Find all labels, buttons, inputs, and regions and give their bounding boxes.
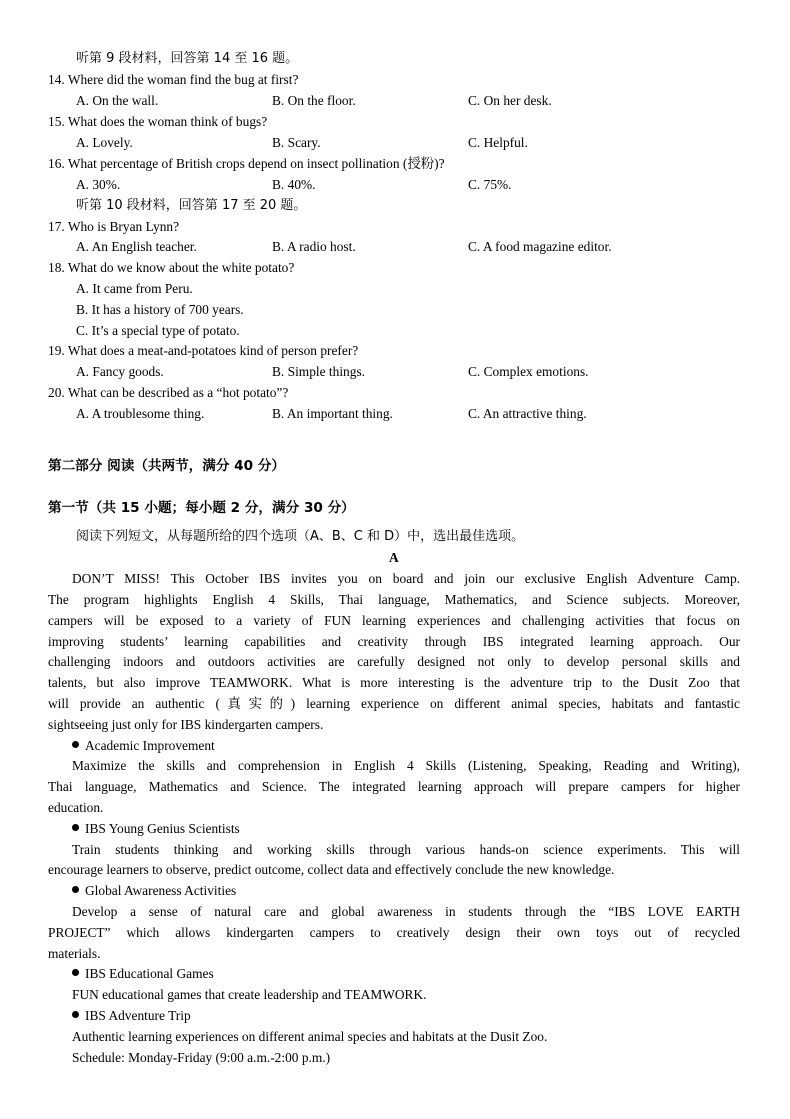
question-16-option-a: A. 30%.	[76, 177, 121, 192]
schedule-line: Schedule: Monday-Friday (9:00 a.m.-2:00 p.m.)	[72, 1050, 331, 1065]
question-20-option-a: A. A troublesome thing.	[76, 406, 205, 421]
passage-line: The program highlights English 4 Skills, Thai language, Mathematics, and Science subjects. Moreover,	[48, 592, 740, 607]
question-14-option-c: C. On her desk.	[468, 93, 552, 108]
question-16-stem: 16. What percentage of British crops depend on insect pollination (授粉)?	[48, 156, 445, 171]
section1-heading: 第一节（共 15 小题；每小题 2 分，满分 30 分）	[48, 500, 355, 516]
question-18-stem: 18. What do we know about the white potato?	[48, 260, 295, 275]
passage-line: improving students’ learning capabilities and creativity through IBS integrated learning approach. Our	[48, 634, 740, 649]
question-17-option-a: A. An English teacher.	[76, 239, 197, 254]
question-18-option-b: B. It has a history of 700 years.	[76, 302, 244, 317]
bullet-title: IBS Young Genius Scientists	[85, 821, 240, 836]
passage-letter: A	[389, 550, 399, 565]
bullet-educational-games	[72, 965, 214, 983]
bullet-title: IBS Educational Games	[85, 966, 214, 981]
passage-line: sightseeing just only for IBS kindergarten campers.	[48, 717, 324, 732]
question-18-option-a: A. It came from Peru.	[76, 281, 193, 296]
bullet-dot-icon	[72, 886, 79, 893]
question-19-stem: 19. What does a meat-and-potatoes kind of person prefer?	[48, 343, 359, 358]
passage-line: challenging indoors and outdoors activities are carefully designed not only to develop personal skills and	[48, 654, 740, 669]
passage-line: Authentic learning experiences on different animal species and habitats at the Dusit Zoo.	[72, 1029, 548, 1044]
question-20-option-b: B. An important thing.	[272, 406, 393, 421]
bullet-title: Global Awareness Activities	[85, 883, 237, 898]
question-19-option-a: A. Fancy goods.	[76, 364, 164, 379]
passage-line: Maximize the skills and comprehension in English 4 Skills (Listening, Speaking, Reading and Writing),	[72, 758, 740, 773]
bullet-dot-icon	[72, 1011, 79, 1018]
passage-line: Train students thinking and working skills through various hands-on science experiments. This will	[72, 842, 740, 857]
listening-intro-9: 听第 9 段材料，回答第 14 至 16 题。	[76, 51, 299, 66]
question-15-option-c: C. Helpful.	[468, 135, 528, 150]
question-17-option-c: C. A food magazine editor.	[468, 239, 612, 254]
reading-instruction: 阅读下列短文，从每题所给的四个选项（A、B、C 和 D）中，选出最佳选项。	[76, 529, 525, 544]
question-20-option-c: C. An attractive thing.	[468, 406, 587, 421]
passage-line: will provide an authentic (真实的) learning experience on different animal species, habitats and fantastic	[48, 696, 740, 711]
passage-line: DON’T MISS! This October IBS invites you on board and join our exclusive English Adventure Camp.	[72, 571, 740, 586]
bullet-young-genius-scientists	[72, 820, 240, 838]
question-14-option-b: B. On the floor.	[272, 93, 356, 108]
passage-line: materials.	[48, 946, 101, 961]
bullet-adventure-trip	[72, 1007, 191, 1025]
passage-line: encourage learners to observe, predict outcome, collect data and effectively conclude the new knowledge.	[48, 862, 615, 877]
question-17-option-b: B. A radio host.	[272, 239, 356, 254]
question-14-stem: 14. Where did the woman find the bug at first?	[48, 72, 299, 87]
question-14-option-a: A. On the wall.	[76, 93, 159, 108]
question-19-option-c: C. Complex emotions.	[468, 364, 589, 379]
question-20-stem: 20. What can be described as a “hot potato”?	[48, 385, 289, 400]
passage-line: campers will be exposed to a variety of FUN learning experiences and challenging activities that focus on	[48, 613, 740, 628]
bullet-academic-improvement	[72, 737, 215, 755]
question-18-option-c: C. It’s a special type of potato.	[76, 323, 240, 338]
question-17-stem: 17. Who is Bryan Lynn?	[48, 219, 180, 234]
bullet-global-awareness	[72, 882, 236, 900]
question-19-option-b: B. Simple things.	[272, 364, 366, 379]
bullet-dot-icon	[72, 824, 79, 831]
passage-line: Develop a sense of natural care and global awareness in students through the “IBS LOVE EARTH	[72, 904, 740, 919]
bullet-title: IBS Adventure Trip	[85, 1008, 191, 1023]
part2-heading: 第二部分 阅读（共两节，满分 40 分）	[48, 458, 286, 474]
passage-line: FUN educational games that create leadership and TEAMWORK.	[72, 987, 427, 1002]
question-15-stem: 15. What does the woman think of bugs?	[48, 114, 268, 129]
listening-intro-10: 听第 10 段材料，回答第 17 至 20 题。	[76, 198, 307, 213]
question-16-option-c: C. 75%.	[468, 177, 512, 192]
passage-line: Thai language, Mathematics and Science. The integrated learning approach will prepare campers for higher	[48, 779, 740, 794]
bullet-title: Academic Improvement	[85, 738, 215, 753]
passage-line: education.	[48, 800, 104, 815]
question-16-option-b: B. 40%.	[272, 177, 316, 192]
passage-line: talents, but also improve TEAMWORK. What is more interesting is the adventure trip to the Dusit Zoo that	[48, 675, 740, 690]
passage-line: PROJECT” which allows kindergarten campers to creatively design their own toys out of recycled	[48, 925, 740, 940]
question-15-option-b: B. Scary.	[272, 135, 321, 150]
question-15-option-a: A. Lovely.	[76, 135, 133, 150]
bullet-dot-icon	[72, 969, 79, 976]
bullet-dot-icon	[72, 741, 79, 748]
